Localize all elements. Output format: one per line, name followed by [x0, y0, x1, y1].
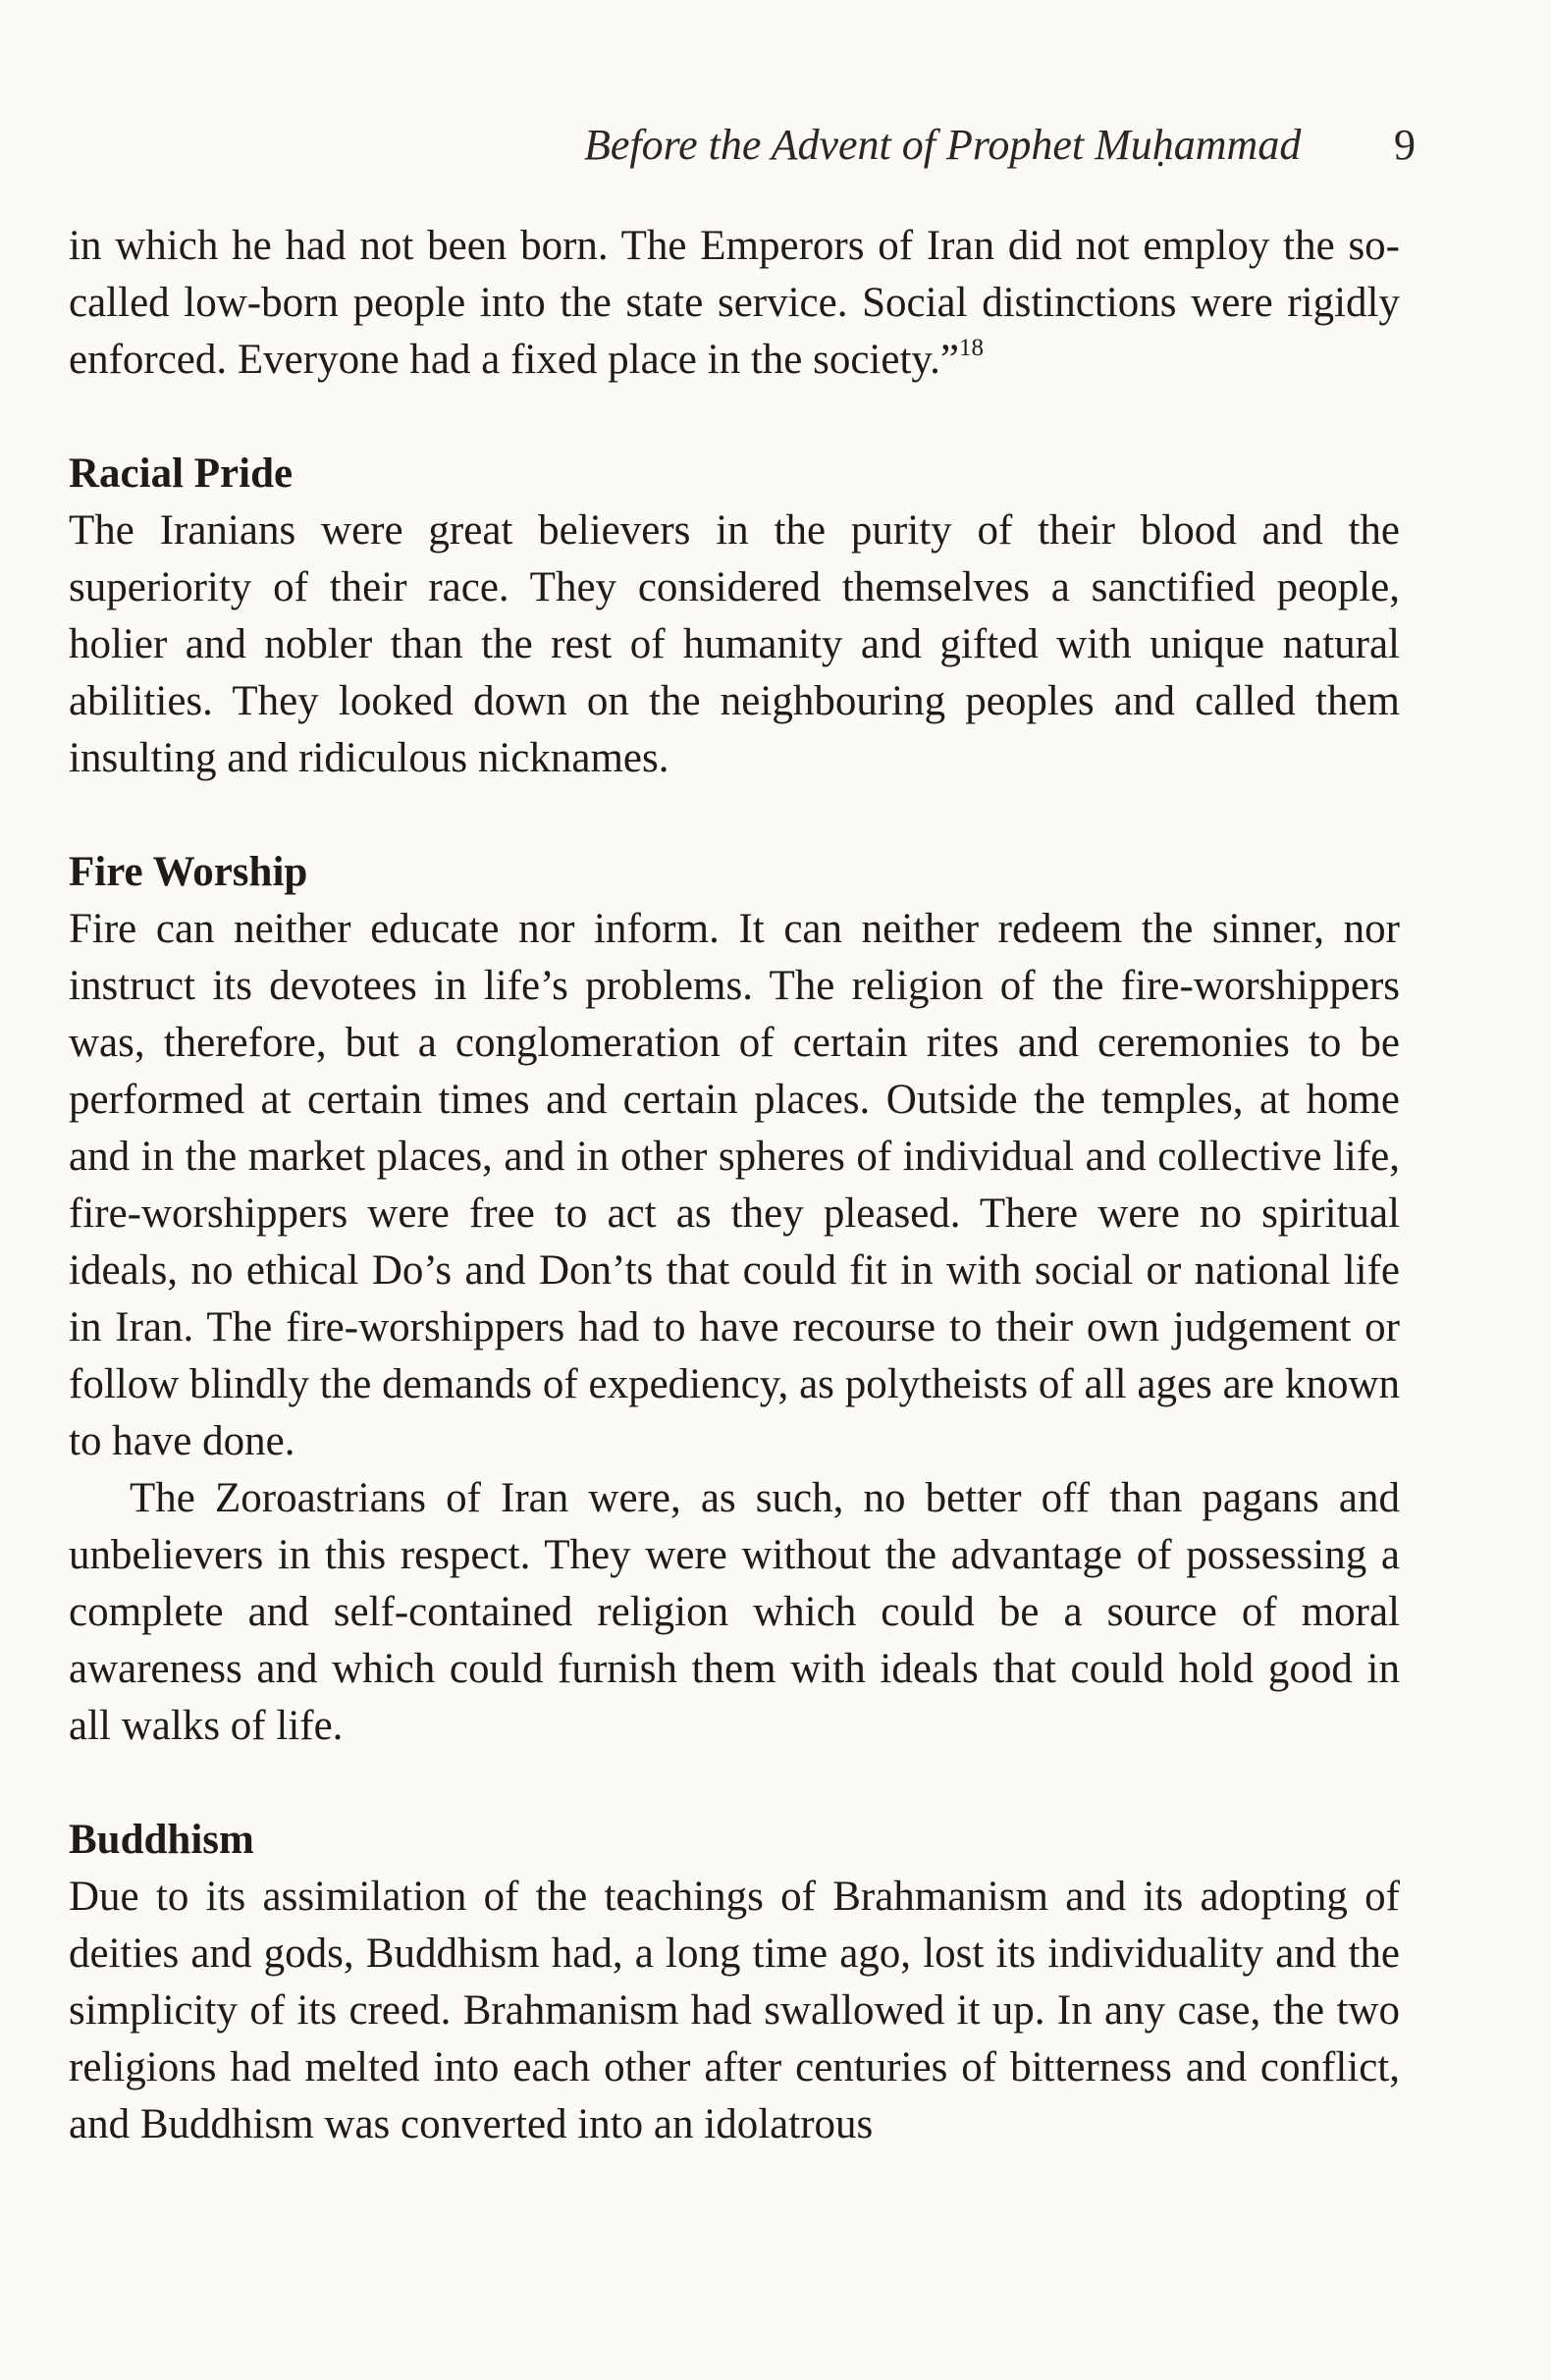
body-text [69, 218, 1400, 2153]
running-head [584, 120, 1416, 170]
running-head-title: Before the Advent of Prophet Muḥammad [584, 121, 1302, 169]
buddhism-paragraph: Due to its assimilation of the teachings of Brahmanism and its adopting of deities and gods, Buddhism had, a long time ago, lost its individuality and the simplicity of its creed. Brahmanism had swallowed it up. In any case, the two religions had melted into each other after centuries of bitterness and conflict, and Buddhism was converted into an idolatrous [69, 1874, 1400, 2147]
footnote-marker: 18 [958, 335, 984, 361]
racial-pride-paragraph: The Iranians were great believers in the purity of their blood and the superiority of their race. They considered themselves a sanctified people, holier and nobler than the rest of humanity and gifted with unique natural abilities. They looked down on the neighbouring peoples and called them insulting and ridiculous nicknames. [69, 507, 1400, 781]
section-heading-racial-pride: Racial Pride [69, 450, 294, 497]
section-heading-buddhism: Buddhism [69, 1817, 254, 1863]
fire-worship-paragraph-1: Fire can neither educate nor inform. It can neither redeem the sinner, nor instruct its devotees in life’s problems. The religion of the fire-worshippers was, therefore, but a conglomeration of certain rites and ceremonies to be performed at certain times and certain places. Outside the temples, at home and in the market places, and in other spheres of individual and collective life, fire-worshippers were free to act as they pleased. There were no spiritual ideals, no ethical Do’s and Don’ts that could fit in with social or national life in Iran. The fire-worshippers had to have recourse to their own judgement or follow blindly the demands of expediency, as polytheists of all ages are known to have done. [69, 906, 1400, 1464]
intro-paragraph [69, 218, 1400, 389]
page-number: 9 [1394, 121, 1416, 169]
fire-worship-paragraph-2: The Zoroastrians of Iran were, as such, no better off than pagans and unbelievers in this respect. They were without the advantage of possessing a complete and self-contained religion which could be a source of moral awareness and which could furnish them with ideals that could hold good in all walks of life. [69, 1475, 1400, 1749]
intro-text: in which he had not been born. The Emperors of Iran did not employ the so-called low-born people into the state service. Social distinctions were rigidly enforced. Everyone had a fixed place in the society.” [69, 223, 1400, 383]
section-heading-fire-worship: Fire Worship [69, 849, 308, 895]
